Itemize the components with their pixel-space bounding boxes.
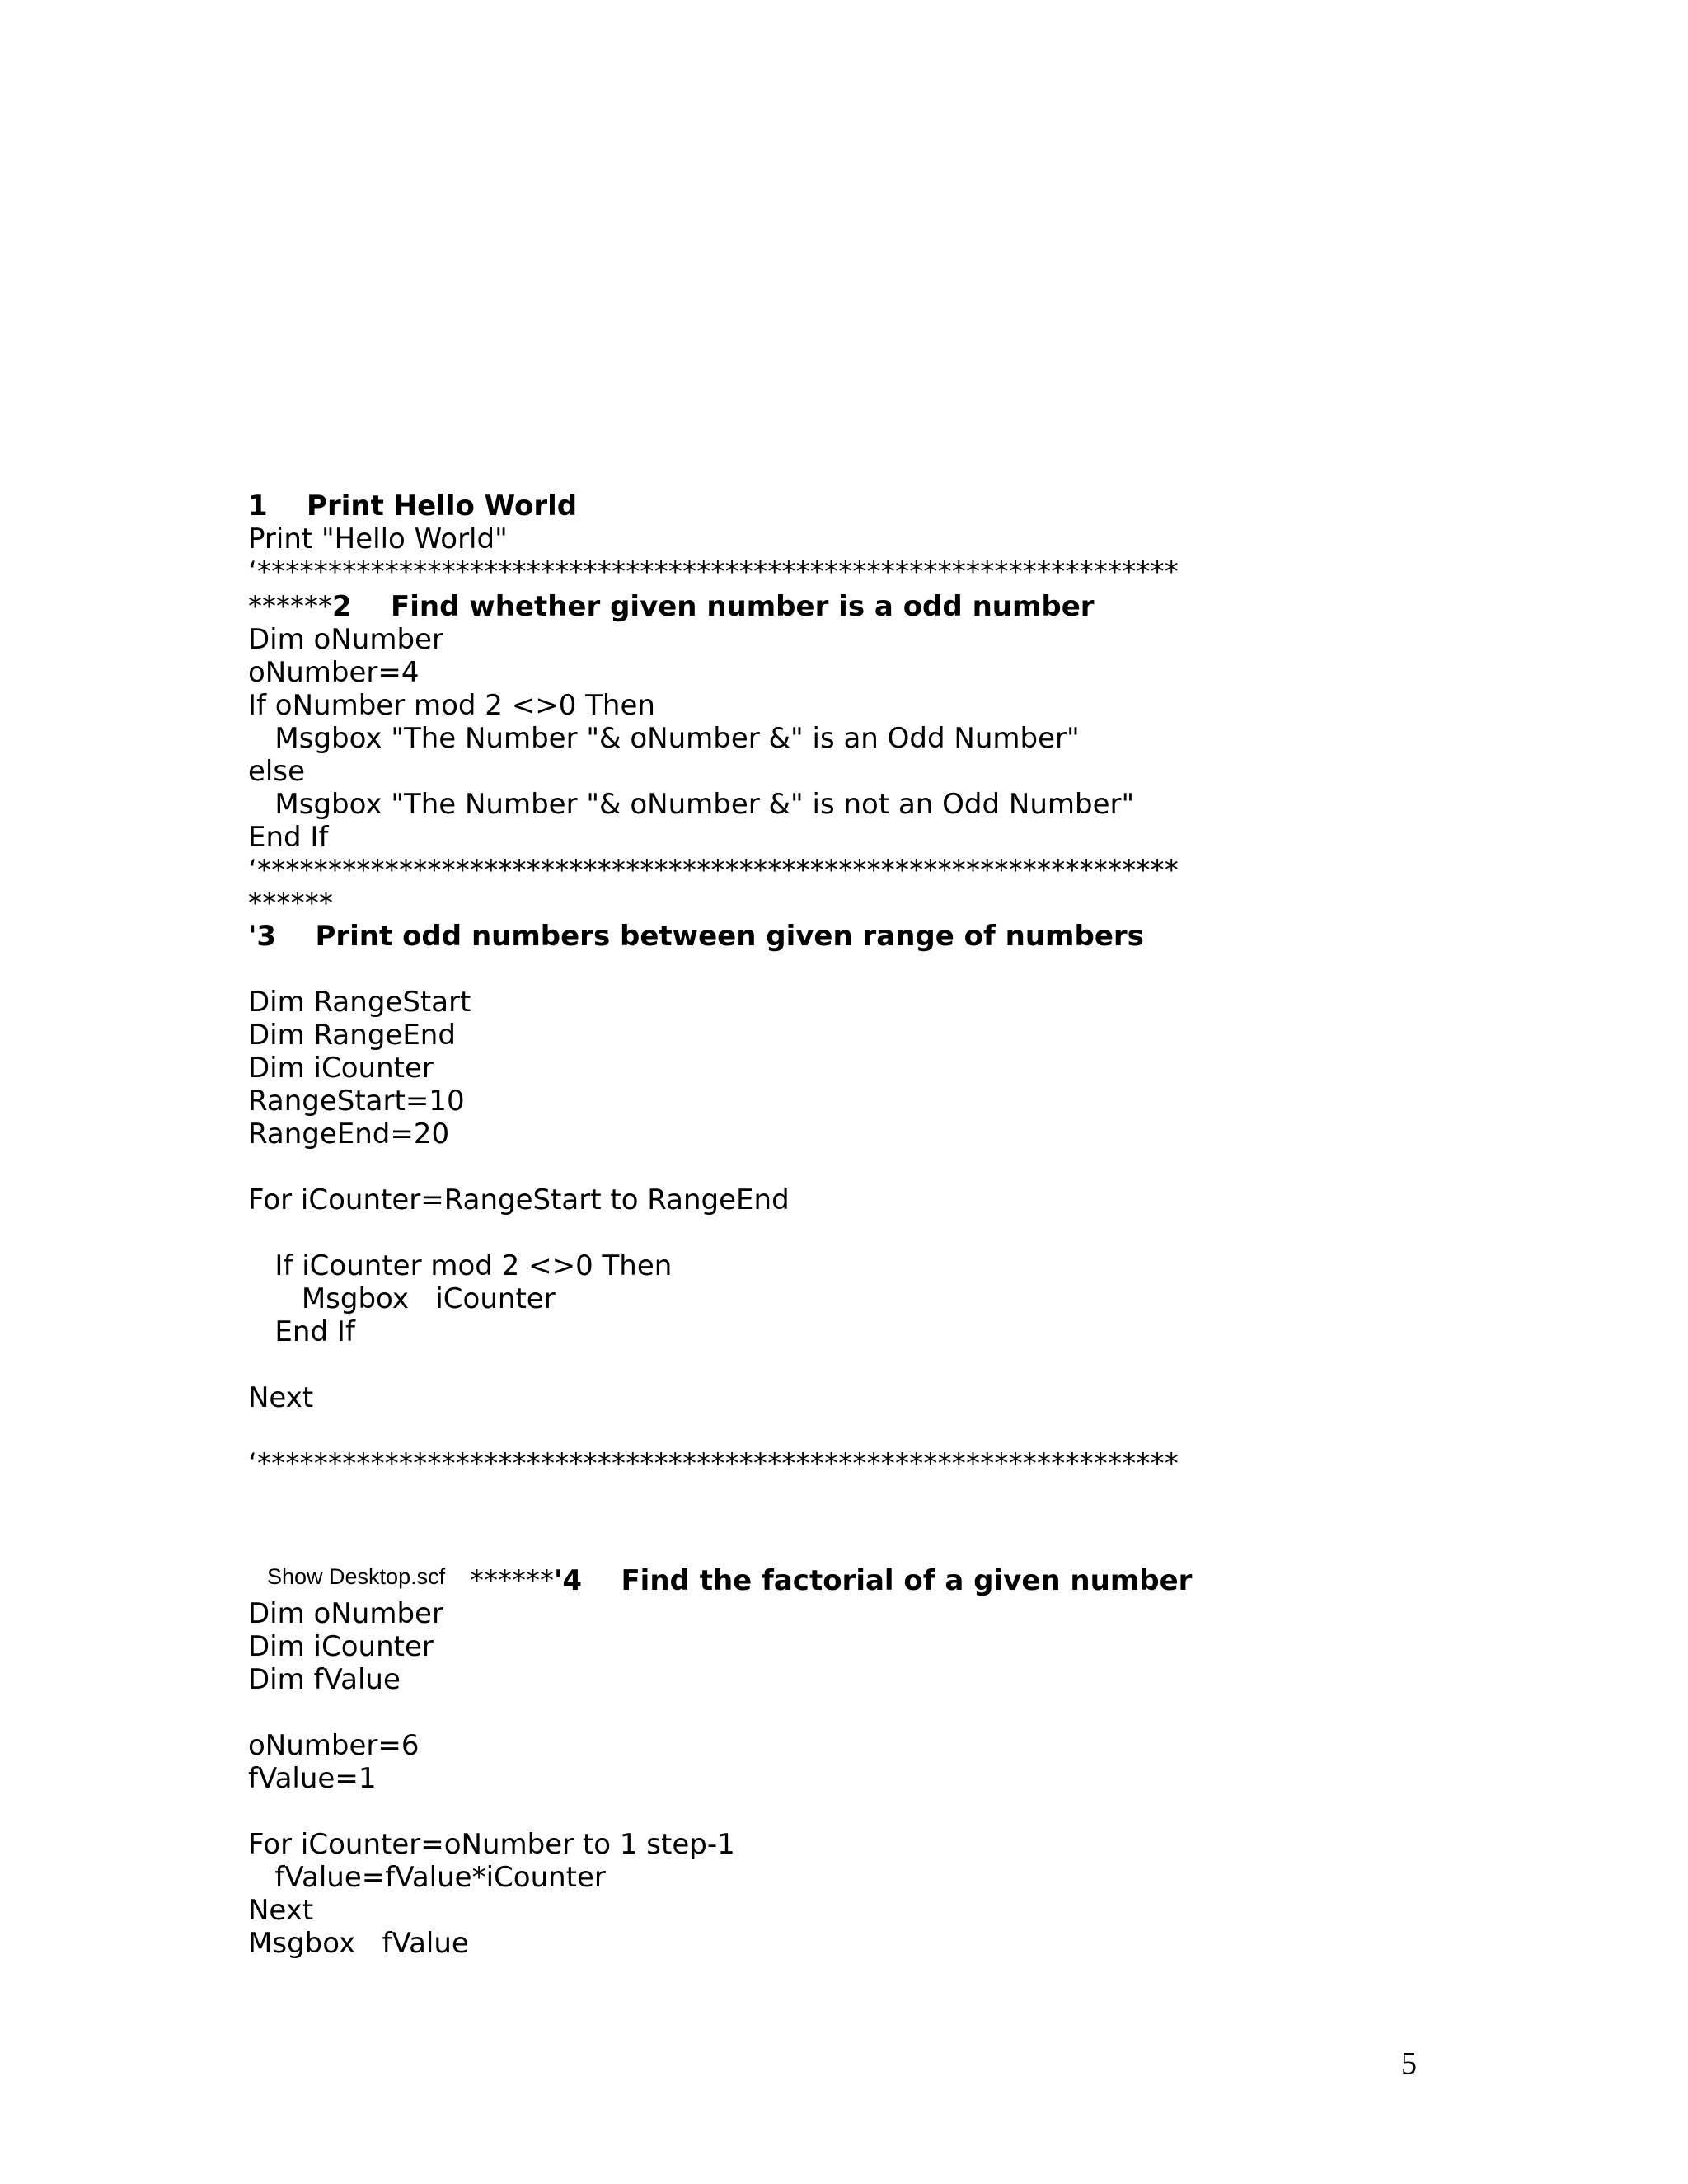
code-line: RangeStart=10 (248, 1085, 465, 1118)
separator-line: ‘***************************************************************** (248, 555, 1179, 588)
section-3-heading (248, 920, 1144, 953)
separator-prefix: ****** (248, 590, 332, 623)
separator-line: ****** (248, 887, 334, 920)
section-number: 2 (332, 590, 352, 623)
code-line: Msgbox "The Number "& oNumber &" is an Odd Number" (248, 722, 1080, 755)
separator-line: ‘***************************************************************** (248, 1447, 1179, 1480)
code-line: oNumber=4 (248, 656, 420, 689)
section-number: '3 (248, 920, 277, 953)
section-title: Print Hello World (307, 490, 578, 523)
section-number: 1 (248, 490, 268, 523)
code-line: Msgbox fValue (248, 1927, 469, 1960)
code-line: Dim oNumber (248, 1597, 443, 1630)
code-line: fValue=1 (248, 1762, 377, 1795)
section-1-heading (248, 490, 577, 523)
code-line: Print "Hello World" (248, 523, 508, 555)
code-line: If iCounter mod 2 <>0 Then (248, 1249, 673, 1282)
code-line: Dim oNumber (248, 623, 443, 656)
code-line: fValue=fValue*iCounter (248, 1861, 606, 1894)
code-line: For iCounter=RangeStart to RangeEnd (248, 1183, 790, 1216)
code-line: Next (248, 1381, 314, 1414)
code-line: For iCounter=oNumber to 1 step-1 (248, 1828, 735, 1861)
separator-line: ‘***************************************************************** (248, 854, 1179, 887)
section-2-heading (248, 590, 1095, 623)
page-number: 5 (1401, 2046, 1417, 2081)
code-line: else (248, 755, 305, 788)
code-line: Dim fValue (248, 1663, 401, 1696)
code-line: Dim RangeEnd (248, 1019, 456, 1052)
section-title: Print odd numbers between given range of numbers (315, 920, 1144, 953)
section-title: Find whether given number is a odd number (391, 590, 1095, 623)
code-line: End If (248, 821, 329, 854)
code-line: If oNumber mod 2 <>0 Then (248, 689, 655, 722)
code-line: Next (248, 1894, 314, 1927)
section-4-heading (470, 1564, 1192, 1597)
code-line: Dim RangeStart (248, 986, 471, 1019)
section-number: '4 (554, 1564, 583, 1597)
separator-prefix: ****** (470, 1564, 554, 1597)
code-line: oNumber=6 (248, 1729, 420, 1762)
code-line: End If (248, 1315, 355, 1348)
code-line: Dim iCounter (248, 1052, 434, 1085)
code-line: RangeEnd=20 (248, 1118, 450, 1151)
desktop-shortcut-label[interactable]: Show Desktop.scf (267, 1564, 446, 1589)
code-line: Msgbox "The Number "& oNumber &" is not an Odd Number" (248, 788, 1135, 821)
code-line: Dim iCounter (248, 1630, 434, 1663)
code-line: Msgbox iCounter (248, 1282, 556, 1315)
section-title: Find the factorial of a given number (621, 1564, 1193, 1597)
